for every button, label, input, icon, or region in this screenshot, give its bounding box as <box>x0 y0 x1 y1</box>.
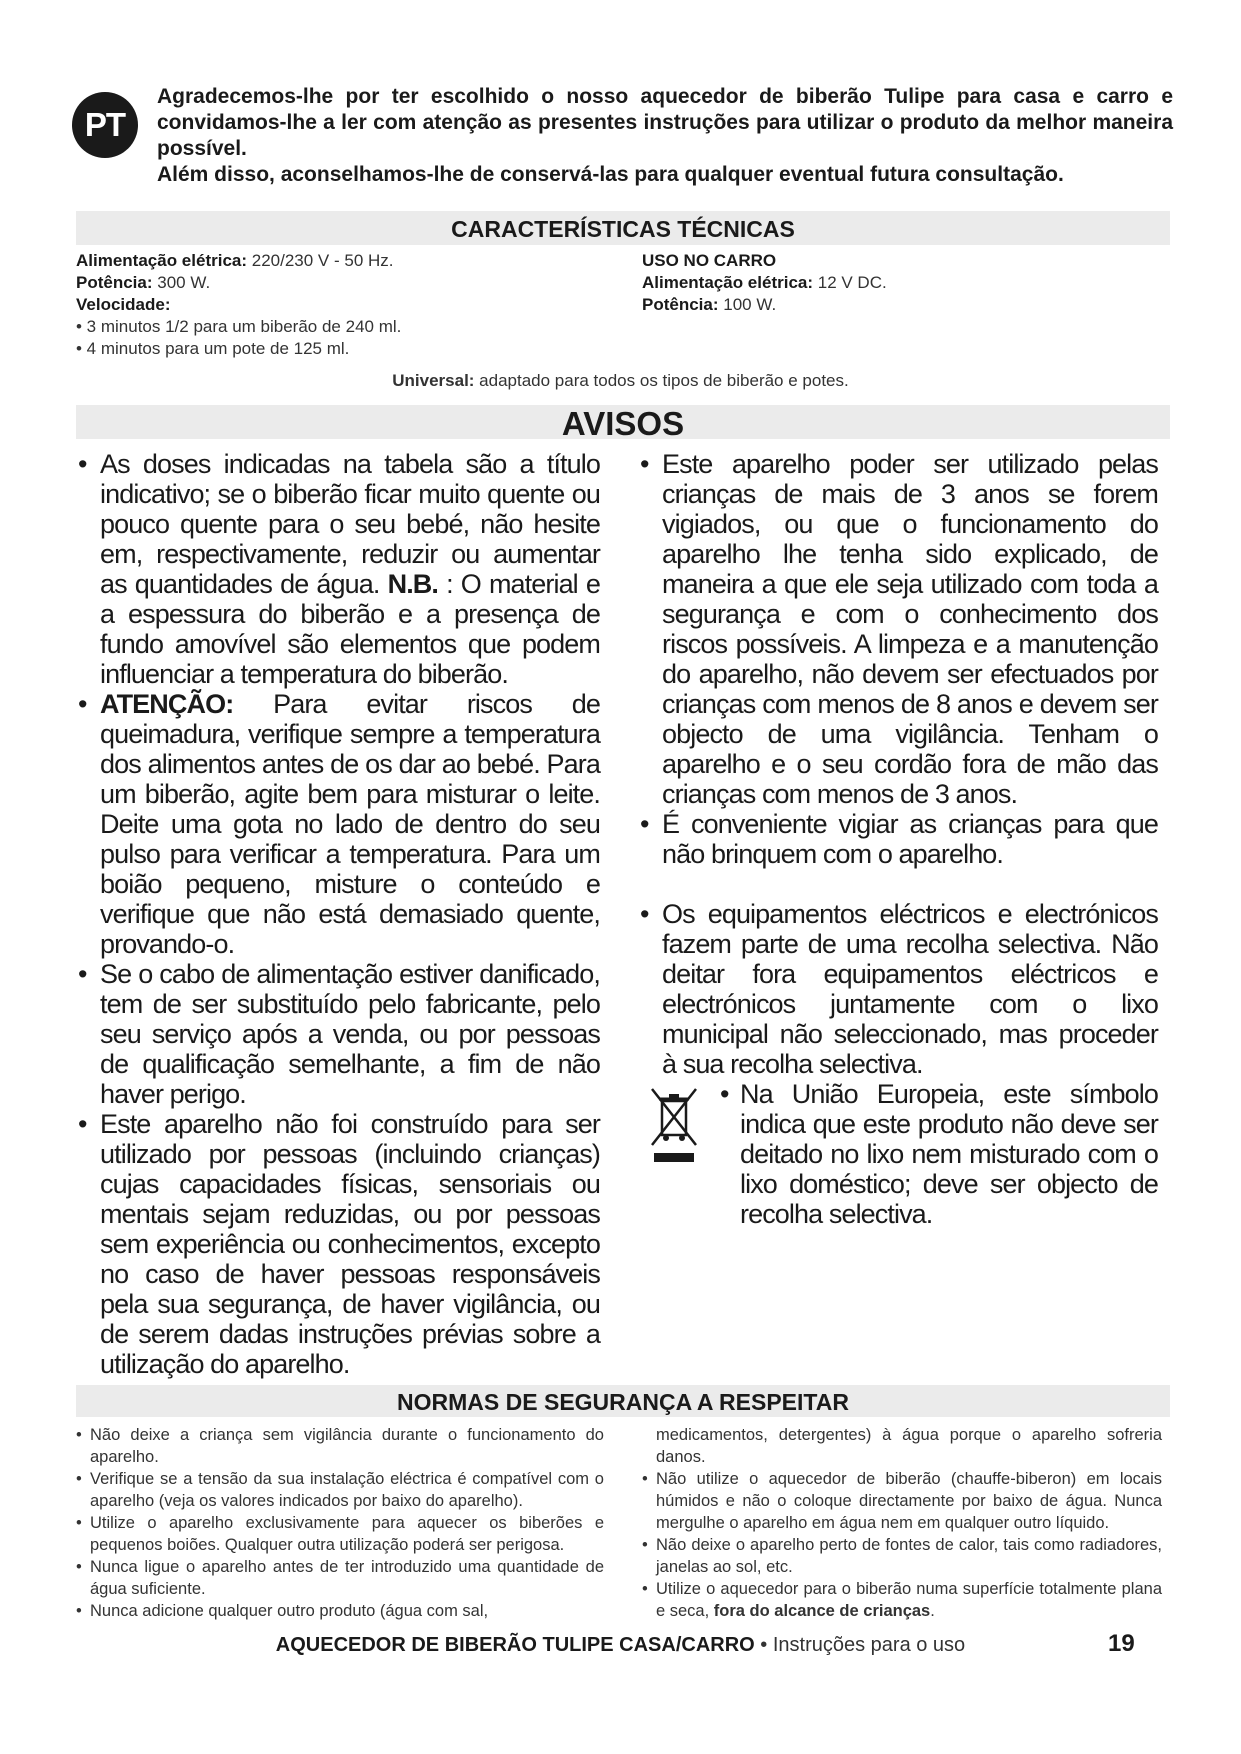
car-supply-value: 12 V DC. <box>813 273 887 292</box>
norma-text: Utilize o aquecedor para o biberão numa superfície totalmente plana e seca, <box>656 1580 1162 1620</box>
bullet: • <box>78 689 87 719</box>
car-supply-label: Alimentação elétrica: <box>642 273 814 292</box>
aviso-text: As doses indicadas na tabela são a título indicativo; se o biberão ficar muito quente ou pouco quente para o seu bebé, não hesite em, respectivamente, reduzir ou aumentar as quantidades de água. <box>100 449 600 599</box>
aviso-item <box>640 809 1158 869</box>
norma-item <box>76 1424 604 1468</box>
norma-item <box>642 1578 1162 1622</box>
intro-line-1: Agradecemos-lhe por ter escolhido o nosso aquecedor de biberão Tulipe para casa e carro e convidamos-lhe a ler com atenção as presentes instruções para utilizar o produto da melhor maneira possível. <box>157 85 1173 160</box>
avisos-left-column <box>78 449 600 1379</box>
universal-note <box>0 371 1241 391</box>
bullet: • <box>642 1580 648 1598</box>
aviso-item <box>640 449 1158 809</box>
norma-end: . <box>930 1602 935 1620</box>
bullet: • <box>76 1514 82 1532</box>
bullet: • <box>640 899 649 929</box>
bullet: • <box>76 1558 82 1576</box>
intro-text <box>157 84 1173 188</box>
aviso-item <box>78 1109 600 1379</box>
avisos-section-title: AVISOS <box>76 405 1170 439</box>
aviso-text: É conveniente vigiar as crianças para que não brinquem com o aparelho. <box>662 809 1158 869</box>
attention-label: ATENÇÃO: <box>100 689 234 719</box>
bullet: • <box>640 449 649 479</box>
power-supply-value: 220/230 V - 50 Hz. <box>247 251 394 270</box>
avisos-right-column <box>640 449 1158 1229</box>
bullet: • <box>76 1470 82 1488</box>
spacer <box>640 869 1158 899</box>
footer-label: Instruções para o uso <box>772 1634 966 1656</box>
bullet: • <box>720 1079 729 1109</box>
footer-product: AQUECEDOR DE BIBERÃO TULIPE CASA/CARRO <box>275 1634 755 1656</box>
speed-item: • 4 minutos para um pote de 125 ml. <box>76 339 350 358</box>
norma-item <box>642 1468 1162 1534</box>
norma-item <box>76 1556 604 1600</box>
tech-section-title: CARACTERÍSTICAS TÉCNICAS <box>76 211 1170 245</box>
nb-text: : O material e a espessura do biberão e a presença de fundo amovível são elementos que podem influenciar a temperatura do biberão. <box>100 569 600 689</box>
car-power-value: 100 W. <box>718 295 777 314</box>
aviso-text: Os equipamentos eléctricos e electrónicos fazem parte de uma recolha selectiva. Não deitar fora equipamentos eléctricos e electrónicos juntamente com o lixo municipal não seleccionado, mas proceder à sua recolha selectiva. <box>662 899 1158 1079</box>
bullet: • <box>76 1602 82 1620</box>
bullet: • <box>78 959 87 989</box>
aviso-text: Este aparelho não foi construído para ser utilizado por pessoas (incluindo crianças) cujas capacidades físicas, sensoriais ou mentais sejam reduzidas, ou por pessoas sem experiência ou conhecimentos, excepto no caso de haver pessoas responsáveis pela sua segurança, de haver vigilância, ou de serem dadas instruções prévias sobre a utilização do aparelho. <box>100 1109 600 1379</box>
footer-separator: • <box>754 1634 773 1656</box>
norma-text: Verifique se a tensão da sua instalação eléctrica é compatível com o aparelho (veja os valores indicados por baixo do aparelho). <box>90 1470 604 1510</box>
normas-left-column <box>76 1424 604 1622</box>
weee-item <box>640 1079 1158 1229</box>
power-supply-label: Alimentação elétrica: <box>76 251 248 270</box>
car-use-title: USO NO CARRO <box>642 251 777 270</box>
norma-text: Nunca ligue o aparelho antes de ter introduzido uma quantidade de água suficiente. <box>90 1558 604 1598</box>
aviso-item <box>78 689 600 959</box>
normas-right-column <box>642 1424 1162 1622</box>
aviso-item <box>78 449 600 689</box>
bullet: • <box>642 1536 648 1554</box>
tech-specs-car <box>642 250 1142 316</box>
bullet: • <box>78 449 87 479</box>
universal-value: adaptado para todos os tipos de biberão e potes. <box>474 371 849 390</box>
aviso-text: Na União Europeia, este símbolo indica que este produto não deve ser deitado no lixo nem misturado com o lixo doméstico; deve ser objecto de recolha selectiva. <box>740 1079 1158 1229</box>
speed-label: Velocidade: <box>76 295 171 314</box>
norma-text: Não deixe a criança sem vigilância durante o funcionamento do aparelho. <box>90 1426 604 1466</box>
norma-text: Não deixe o aparelho perto de fontes de calor, tais como radiadores, janelas ao sol, etc. <box>656 1536 1162 1576</box>
normas-section-title: NORMAS DE SEGURANÇA A RESPEITAR <box>76 1385 1170 1417</box>
language-badge: PT <box>72 92 138 158</box>
bullet: • <box>76 1426 82 1444</box>
norma-text: Nunca adicione qualquer outro produto (água com sal, <box>90 1602 489 1620</box>
norma-item <box>76 1512 604 1556</box>
car-power-label: Potência: <box>642 295 719 314</box>
norma-item <box>76 1600 604 1622</box>
norma-continuation: medicamentos, detergentes) à água porque o aparelho sofreria danos. <box>656 1426 1162 1466</box>
norma-item <box>76 1468 604 1512</box>
bullet: • <box>642 1470 648 1488</box>
aviso-text: Para evitar riscos de queimadura, verifique sempre a temperatura dos alimentos antes de os dar ao bebé. Para um biberão, agite bem para misturar o leite. Deite uma gota no lado de dentro do seu pulso para verificar a temperatura. Para um boião pequeno, misture o conteúdo e verifique que não está demasiado quente, provando-o. <box>100 689 600 959</box>
tech-specs-home <box>76 250 616 360</box>
intro-line-2: Além disso, aconselhamos-lhe de conservá-las para qualquer eventual futura consultação. <box>157 163 1064 186</box>
aviso-item <box>78 959 600 1109</box>
aviso-text: Se o cabo de alimentação estiver danificado, tem de ser substituído pelo fabricante, pelo seu serviço após a venda, ou por pessoas de qualificação semelhante, a fim de não haver perigo. <box>100 959 600 1109</box>
aviso-text: Este aparelho poder ser utilizado pelas crianças de mais de 3 anos se forem vigiados, ou que o funcionamento do aparelho lhe tenha sido explicado, de maneira a que ele seja utilizado com toda a segurança e com o conhecimento dos riscos possíveis. A limpeza e a manutenção do aparelho, não devem ser efectuados por crianças com menos de 8 anos e devem ser objecto de uma vigilância. Tenham o aparelho e o seu cordão fora de mão das crianças com menos de 3 anos. <box>662 449 1158 809</box>
speed-item: • 3 minutos 1/2 para um biberão de 240 ml. <box>76 317 402 336</box>
nb-label: N.B. <box>387 569 438 599</box>
crossed-bin-icon <box>648 1085 700 1165</box>
power-value: 300 W. <box>152 273 211 292</box>
bullet: • <box>640 809 649 839</box>
page-number: 19 <box>1108 1630 1135 1657</box>
norma-text: Utilize o aparelho exclusivamente para aquecer os biberões e pequenos boiões. Qualquer outra utilização poderá ser perigosa. <box>90 1514 604 1554</box>
power-label: Potência: <box>76 273 153 292</box>
universal-label: Universal: <box>392 371 475 390</box>
norma-item <box>642 1534 1162 1578</box>
aviso-item <box>640 899 1158 1079</box>
page-footer <box>0 1634 1241 1657</box>
norma-text: Não utilize o aquecedor de biberão (chauffe-biberon) em locais húmidos e não o coloque directamente por baixo de água. Nunca mergulhe o aparelho em água nem em qualquer outro líquido. <box>656 1470 1162 1532</box>
bullet: • <box>78 1109 87 1139</box>
norma-bold-text: fora do alcance de crianças <box>713 1602 931 1620</box>
